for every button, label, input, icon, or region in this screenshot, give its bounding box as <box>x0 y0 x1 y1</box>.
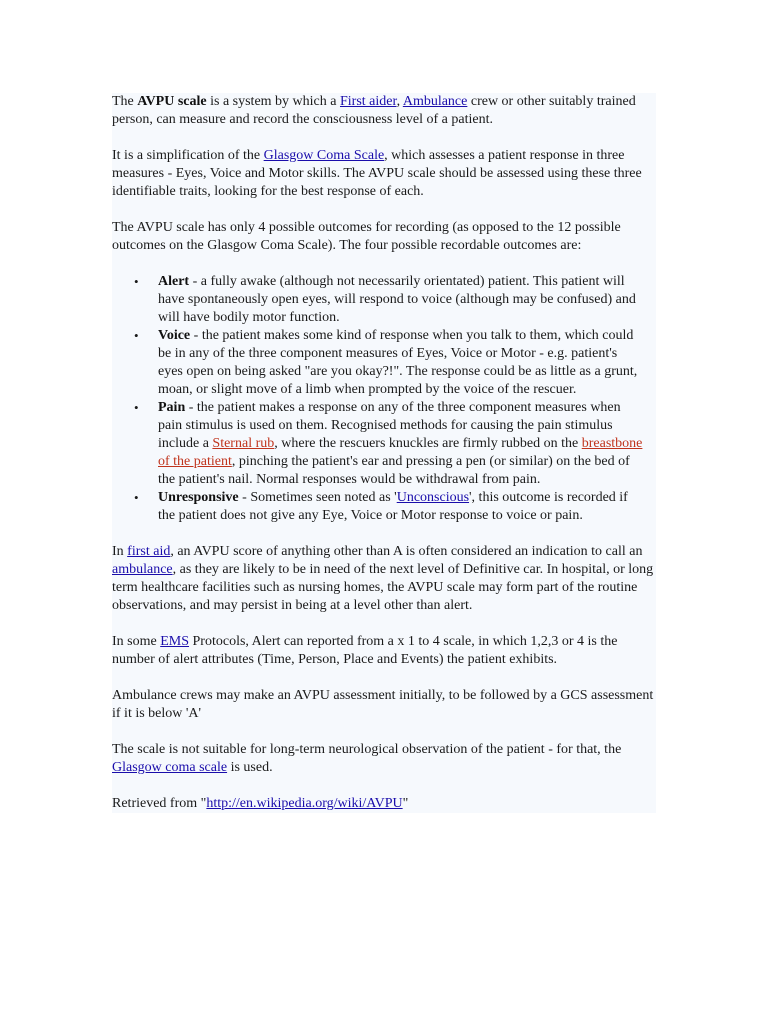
outcomes-text: The AVPU scale has only 4 possible outcomes for recording (as opposed to the 12 possible outcomes on the Glasgow Coma Scale). The four possible recordable outcomes are: <box>112 220 621 253</box>
text: - a fully awake (although not necessarily orientated) patient. This patient will have spontaneously open eyes, will respond to voice (although may be confused) and will have bodily motor function. <box>158 274 636 325</box>
paragraph-not-suitable <box>112 741 656 795</box>
text: - Sometimes seen noted as ' <box>238 490 397 505</box>
text: Retrieved from " <box>112 796 207 811</box>
text: , as they are likely to be in need of the next level of Definitive car. In hospital, or long term healthcare facilities such as nursing homes, the AVPU scale may form part of the routine observations, and may persist in being at a level other than alert. <box>112 562 654 613</box>
link-unconscious[interactable]: Unconscious <box>396 490 470 505</box>
document-body <box>112 93 656 813</box>
bullet-icon: • <box>134 274 139 289</box>
link-sternal-rub[interactable]: Sternal rub <box>212 436 275 451</box>
paragraph-intro <box>112 93 656 147</box>
term-unresponsive: Unresponsive <box>158 490 239 505</box>
ambulance-crews-text: Ambulance crews may make an AVPU assessment initially, to be followed by a GCS assessment if it is below 'A' <box>112 688 654 721</box>
avpu-outcome-list <box>112 273 656 543</box>
paragraph-ems <box>112 633 656 687</box>
text: ', this outcome is recorded if the patient does not give any Eye, Voice or Motor response to voice or pain. <box>158 490 628 523</box>
text: is used. <box>227 760 273 775</box>
list-item-pain <box>134 399 644 489</box>
text: , where the rescuers knuckles are firmly rubbed on the <box>274 436 582 451</box>
link-breastbone[interactable]: breastbone of the patient <box>158 436 643 469</box>
text: , which assesses a patient response in three measures - Eyes, Voice and Motor skills. The AVPU scale should be assessed using these three identifiable traits, looking for the best response of each. <box>112 148 642 199</box>
text: , <box>396 94 403 109</box>
link-first-aider[interactable]: First aider <box>339 94 397 109</box>
text: crew or other suitably trained person, can measure and record the consciousness level of a patient. <box>112 94 636 127</box>
list-item-unresponsive <box>134 489 644 525</box>
link-ems[interactable]: EMS <box>160 634 190 649</box>
link-first-aid[interactable]: first aid <box>127 544 171 559</box>
text: It is a simplification of the <box>112 148 264 163</box>
paragraph-first-aid <box>112 543 656 633</box>
text: - the patient makes some kind of response when you talk to them, which could be in any of the three component measures of Eyes, Voice or Motor - e.g. patient's eyes open on being asked "are you okay?!". The response could be as little as a grunt, moan, or slight move of a limb when prompted by the voice of the rescuer. <box>158 328 638 397</box>
text: , an AVPU score of anything other than A is often considered an indication to call an <box>170 544 643 559</box>
text: The <box>112 94 138 109</box>
text: In <box>112 544 128 559</box>
bullet-icon: • <box>134 400 139 415</box>
list-item-alert <box>134 273 644 327</box>
list-item-voice <box>134 327 644 399</box>
bullet-icon: • <box>134 328 139 343</box>
text: Protocols, Alert can reported from a x 1 to 4 scale, in which 1,2,3 or 4 is the number of alert attributes (Time, Person, Place and Events) the patient exhibits. <box>112 634 618 667</box>
text: " <box>402 796 409 811</box>
paragraph-outcomes <box>112 219 656 273</box>
bold-term: AVPU scale <box>137 94 207 109</box>
text: The scale is not suitable for long-term neurological observation of the patient - for that, the <box>112 742 622 757</box>
term-voice: Voice <box>158 328 191 343</box>
bullet-icon: • <box>134 490 139 505</box>
link-ambulance[interactable]: Ambulance <box>402 94 468 109</box>
link-source-url[interactable]: http://en.wikipedia.org/wiki/AVPU <box>206 796 403 811</box>
text: - the patient makes a response on any of the three component measures when pain stimulus is used on them. Recognised methods for causing the pain stimulus include a <box>158 400 621 451</box>
term-alert: Alert <box>158 274 190 289</box>
paragraph-simplification <box>112 147 656 219</box>
link-glasgow-coma-scale-lower[interactable]: Glasgow coma scale <box>112 760 228 775</box>
link-glasgow-coma-scale[interactable]: Glasgow Coma Scale <box>263 148 385 163</box>
text: , pinching the patient's ear and pressing a pen (or similar) on the bed of the patient's nail. Normal responses would be withdrawal from pain. <box>158 454 630 487</box>
paragraph-ambulance-crews <box>112 687 656 741</box>
paragraph-retrieved-from <box>112 795 656 813</box>
term-pain: Pain <box>158 400 186 415</box>
text: In some <box>112 634 161 649</box>
link-ambulance-lower[interactable]: ambulance <box>112 562 173 577</box>
text: is a system by which a <box>206 94 340 109</box>
